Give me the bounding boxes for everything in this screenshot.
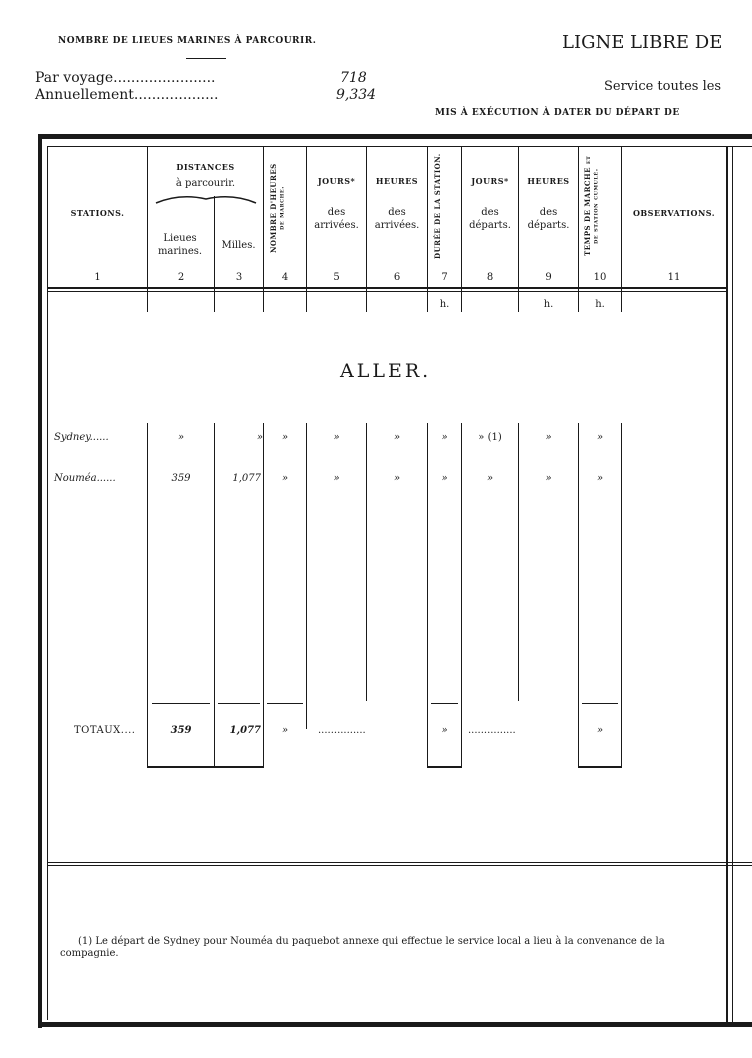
- par-voyage-value: 718: [340, 70, 367, 86]
- col-sep-2: [214, 196, 215, 312]
- table-left-border: [38, 134, 42, 1028]
- totals-rule-2: [152, 703, 210, 704]
- header-heures-arrivees: HEURES: [375, 176, 419, 186]
- table-right-border-outer: [732, 146, 733, 1022]
- row-station-sydney: Sydney......: [54, 432, 109, 443]
- col-number-4: 4: [281, 272, 289, 283]
- header-rule-thin: [48, 291, 726, 292]
- col-number-10: 10: [593, 272, 607, 283]
- lieues-title: NOMBRE DE LIEUES MARINES À PARCOURIR.: [58, 36, 317, 46]
- header-jours-arrivees-sub: des arrivées.: [314, 207, 359, 231]
- table-cell: »: [393, 432, 401, 443]
- table-right-border: [726, 146, 728, 1022]
- table-cell: »: [596, 473, 604, 484]
- col-number-5: 5: [333, 272, 340, 283]
- table-cell-footnote-ref: » (1): [478, 432, 502, 443]
- col-number-2: 2: [177, 272, 185, 283]
- body-line-5-right: [366, 423, 367, 701]
- table-cell: »: [441, 432, 448, 443]
- header-distances-sub: à parcourir.: [175, 178, 236, 189]
- col-number-3: 3: [235, 272, 243, 283]
- table-cell: »: [441, 473, 448, 484]
- totals-rule-7: [431, 703, 458, 704]
- header-distances: DISTANCES: [176, 162, 235, 172]
- header-jours-arrivees: JOURS*: [317, 176, 356, 186]
- table-top-border-inner: [47, 146, 752, 147]
- col-number-8: 8: [486, 272, 494, 283]
- totals-bottom-rule-1: [147, 766, 264, 768]
- totals-label: TOTAUX....: [74, 725, 136, 736]
- table-cell: »: [281, 473, 289, 484]
- header-heures-departs-sub: des départs.: [527, 207, 570, 231]
- body-line-4-right: [306, 423, 307, 729]
- row-station-noumea: Nouméa......: [54, 473, 116, 484]
- table-cell: »: [545, 432, 552, 443]
- table-cell: »: [281, 432, 289, 443]
- table-cell: »: [177, 432, 185, 443]
- col-number-6: 6: [393, 272, 401, 283]
- header-heures-departs: HEURES: [527, 176, 570, 186]
- totals-bottom-rule-3: [578, 766, 622, 768]
- col-number-7: 7: [441, 272, 448, 283]
- header-temps-marche: TEMPS DE MARCHE et de station cumulé.: [583, 155, 600, 257]
- section-divider-double: [48, 865, 752, 866]
- unit-h-temps: h.: [595, 299, 605, 310]
- table-cell: 359: [171, 473, 191, 484]
- table-cell: »: [393, 473, 401, 484]
- unit-h-duree: h.: [439, 299, 450, 310]
- col-number-11: 11: [667, 272, 681, 283]
- par-voyage-label: Par voyage.......................: [35, 70, 216, 86]
- totals-rule-4: [267, 703, 303, 704]
- header-nombre-heures: NOMBRE D'HEURES de marche.: [269, 163, 286, 253]
- totals-temps: »: [596, 725, 604, 736]
- table-cell: »: [333, 432, 340, 443]
- service-text: Service toutes les: [604, 79, 722, 94]
- totals-bottom-rule-2: [427, 766, 462, 768]
- section-title-aller: ALLER.: [340, 360, 432, 382]
- totals-lieues: 359: [170, 725, 192, 736]
- header-jours-departs-sub: des départs.: [469, 207, 511, 231]
- table-top-border: [38, 134, 752, 139]
- table-cell: 1,077: [232, 473, 261, 484]
- header-lieues: Lieues marines.: [157, 233, 203, 257]
- totals-heures: »: [281, 725, 289, 736]
- ligne-title: LIGNE LIBRE DE: [562, 32, 723, 53]
- totals-dots-2: ...............: [468, 725, 516, 736]
- footnote: (1) Le départ de Sydney pour Nouméa du paquebot annexe qui effectue le service local a lieu à la convenance de la compagnie.: [60, 936, 665, 959]
- header-jours-departs: JOURS*: [471, 176, 509, 186]
- header-milles: Milles.: [221, 240, 256, 251]
- body-line-8-right: [518, 423, 519, 701]
- table-cell: »: [486, 473, 494, 484]
- body-line-10-right: [621, 423, 622, 767]
- header-heures-arrivees-sub: des arrivées.: [374, 207, 420, 231]
- annuellement-label: Annuellement...................: [35, 87, 219, 103]
- totals-rule-10: [582, 703, 618, 704]
- totals-duree: »: [441, 725, 448, 736]
- annuellement-value: 9,334: [336, 87, 377, 103]
- title-underline: [186, 58, 226, 59]
- totals-milles: 1,077: [229, 725, 261, 736]
- header-rule-thick: [48, 287, 726, 289]
- table-cell: »: [596, 432, 604, 443]
- totals-dots-1: ...............: [318, 725, 366, 736]
- mis-execution-text: MIS À EXÉCUTION À DATER DU DÉPART DE: [435, 108, 680, 118]
- col-number-1: 1: [94, 272, 101, 283]
- table-cell: »: [333, 473, 340, 484]
- header-duree-station: DURÉE DE LA STATION.: [433, 153, 442, 259]
- totals-rule-3: [218, 703, 260, 704]
- col-number-9: 9: [545, 272, 552, 283]
- header-stations: STATIONS.: [70, 208, 125, 218]
- unit-h-heures-departs: h.: [543, 299, 554, 310]
- table-cell: »: [256, 432, 263, 443]
- section-divider: [48, 862, 752, 863]
- table-cell: »: [545, 473, 552, 484]
- brace-icon: [154, 193, 258, 205]
- table-bottom-border: [38, 1022, 752, 1027]
- header-observations: OBSERVATIONS.: [632, 208, 716, 218]
